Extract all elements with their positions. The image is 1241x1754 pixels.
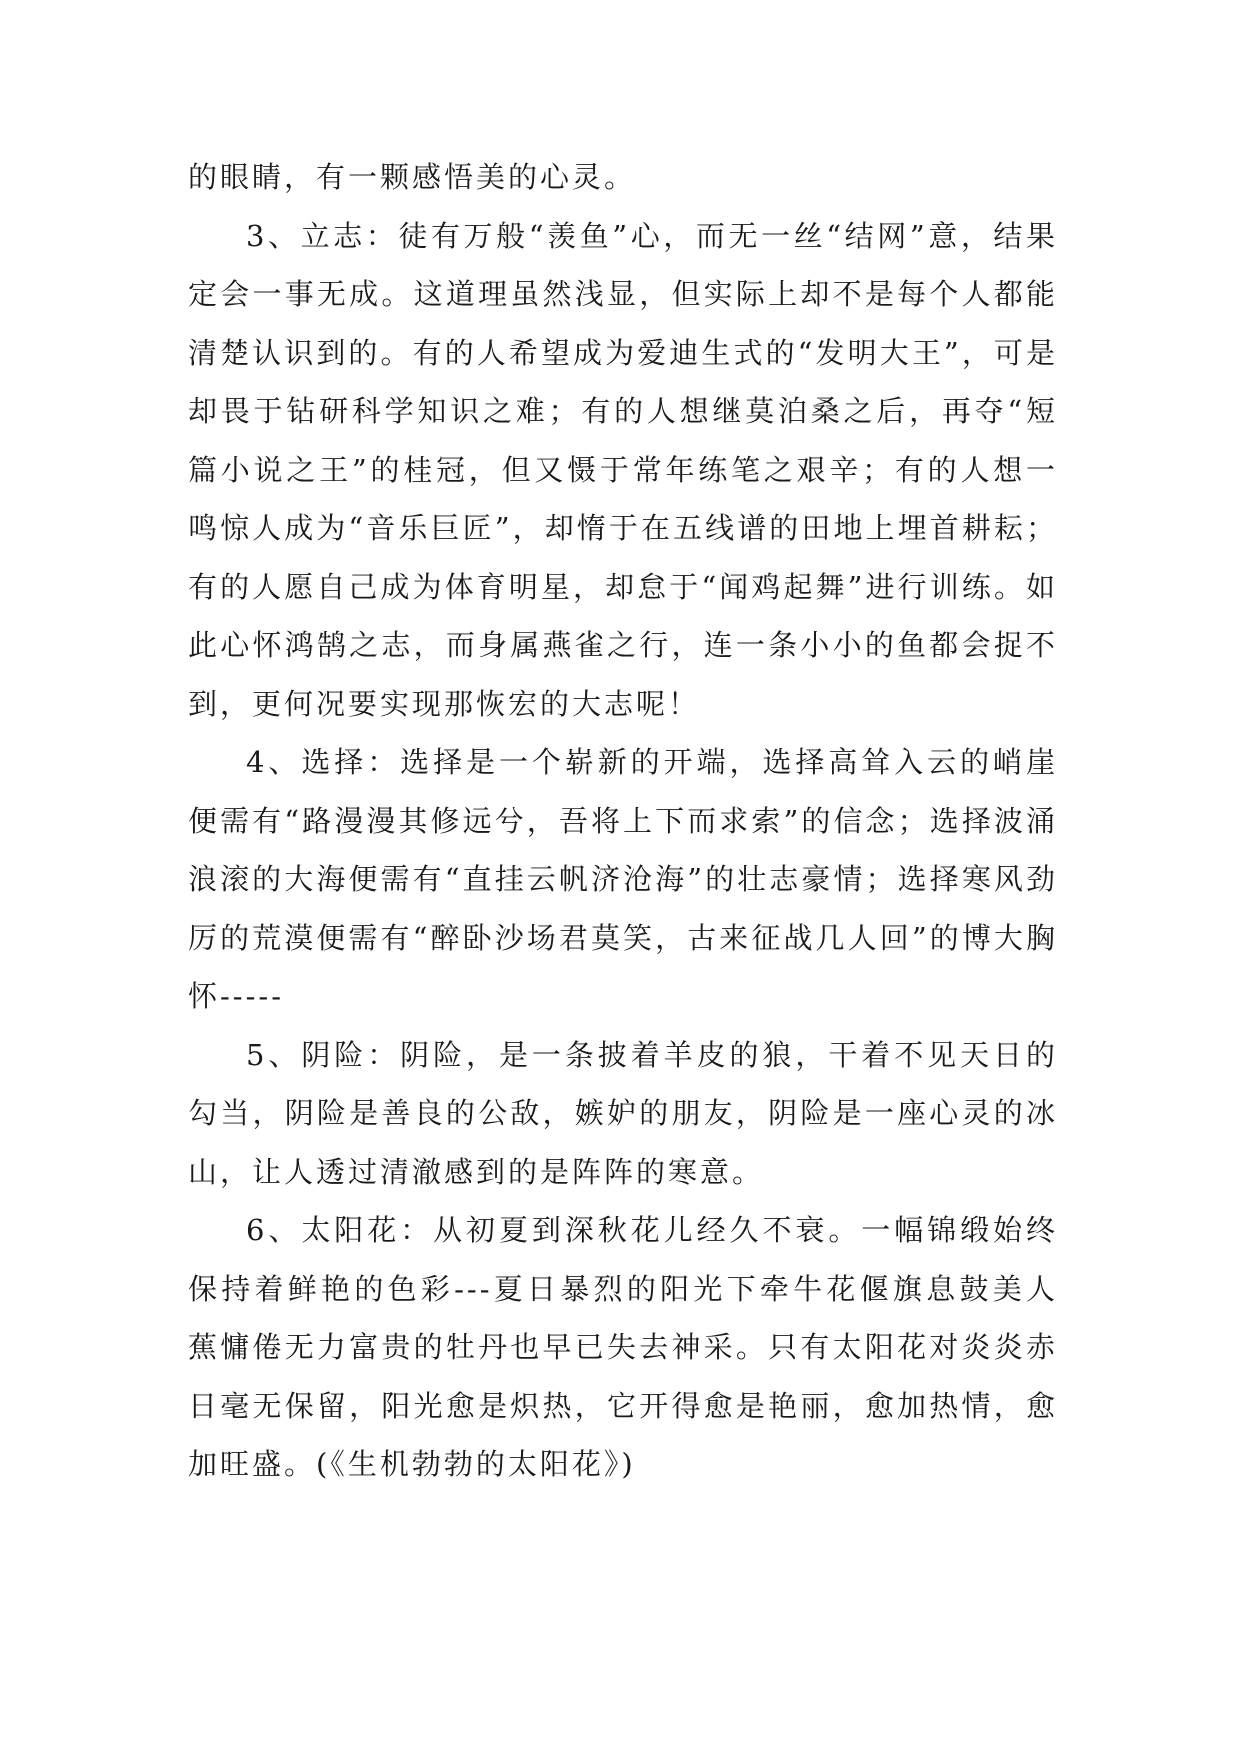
paragraph-continuation: 的眼睛，有一颗感悟美的心灵。 xyxy=(188,160,637,194)
paragraph-lizhi: 3、立志：徒有万般“羡鱼”心，而无一丝“结网”意，结果定会一事无成。这道理虽然浅显，但实际上却不是每个人都能清楚认识到的。有的人希望成为爱迪生式的“发明大王”，可是却畏于钻研科学知识之难；有的人想继莫泊桑之后，再夺“短篇小说之王”的桂冠，但又慑于常年练笔之艰辛；有的人想一鸣惊人成为“音乐巨匠”，却惰于在五线谱的田地上埋首耕耘；有的人愿自己成为体育明星，却怠于“闻鸡起舞”进行训练。如此心怀鸿鹄之志，而身属燕雀之行，连一条小小的鱼都会捉不到，更何况要实现那恢宏的大志呢！ xyxy=(188,218,1058,721)
paragraph-xuanze: 4、选择：选择是一个崭新的开端，选择高耸入云的峭崖便需有“路漫漫其修远兮，吾将上下而求索”的信念；选择波涌浪滚的大海便需有“直挂云帆济沧海”的壮志豪情；选择寒风劲厉的荒漠便需有“醉卧沙场君莫笑，古来征战几人回”的博大胸怀----- xyxy=(188,745,1058,1013)
document-body xyxy=(188,148,1058,1494)
paragraph-taiyanghua: 6、太阳花：从初夏到深秋花儿经久不衰。一幅锦缎始终保持着鲜艳的色彩---夏日暴烈的阳光下牵牛花偃旗息鼓美人蕉慵倦无力富贵的牡丹也早已失去神采。只有太阳花对炎炎赤日毫无保留，阳光愈是炽热，它开得愈是艳丽，愈加热情，愈加旺盛。(《生机勃勃的太阳花》) xyxy=(188,1213,1058,1481)
paragraph-yinxian: 5、阴险：阴险，是一条披着羊皮的狼，干着不见天日的勾当，阴险是善良的公敌，嫉妒的朋友，阴险是一座心灵的冰山，让人透过清澈感到的是阵阵的寒意。 xyxy=(188,1037,1058,1189)
